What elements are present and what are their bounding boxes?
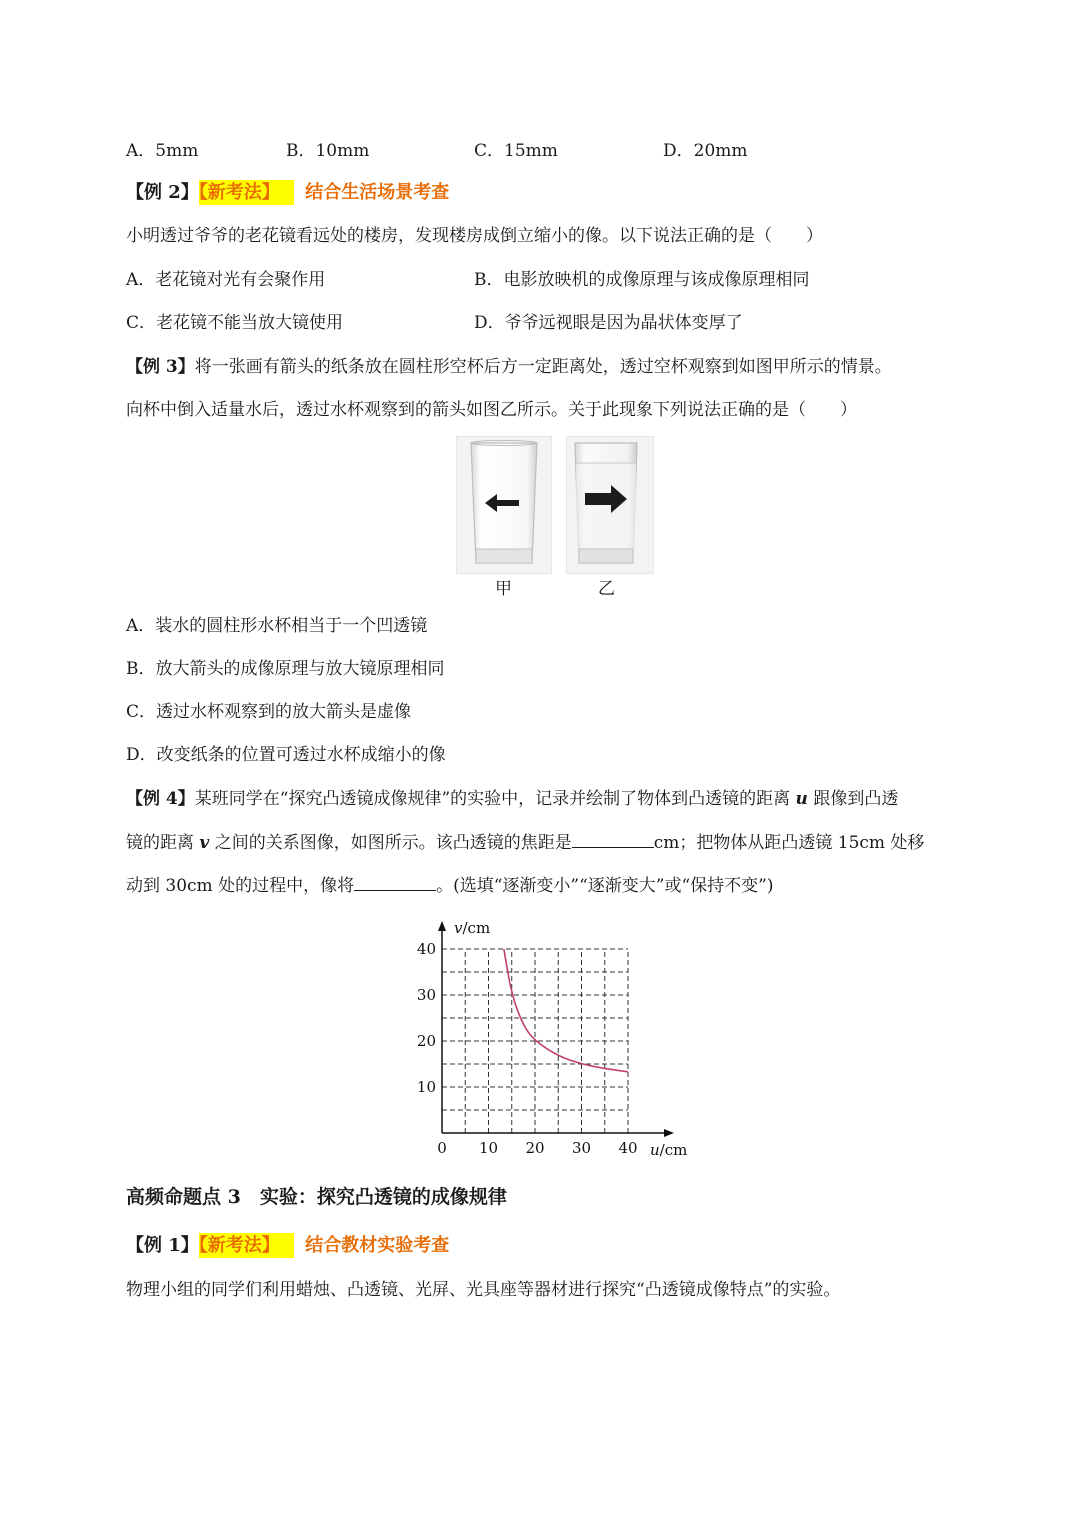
option-a: A．5mm	[126, 141, 199, 161]
option-c: C．老花镜不能当放大镜使用	[126, 313, 344, 333]
example-label: 【例 4】	[126, 789, 195, 809]
y-tick-label: 40	[416, 940, 436, 958]
chart-grid	[442, 949, 628, 1133]
new-method-tag: 【新考法】	[199, 1233, 294, 1258]
x-axis-arrow	[664, 1129, 674, 1137]
x-tick-label: 20	[525, 1139, 545, 1157]
y-axis-label: v/cm	[454, 919, 491, 937]
option-b: B．放大箭头的成像原理与放大镜原理相同	[126, 659, 445, 679]
option-d: D．20mm	[663, 141, 748, 161]
y-tick-label: 20	[416, 1032, 436, 1050]
example-label: 【例 1】	[126, 1235, 199, 1256]
example-topic: 结合生活场景考查	[305, 182, 450, 203]
new-method-tag: 【新考法】	[199, 180, 294, 205]
y-tick-label: 10	[416, 1078, 436, 1096]
chart-axis-labels	[454, 919, 687, 1158]
question-text: 将一张画有箭头的纸条放在圆柱形空杯后方一定距离处，透过空杯观察到如图甲所示的情景。	[194, 357, 892, 377]
x-tick-label: 10	[478, 1139, 499, 1157]
question-text: 之间的关系图像，如图所示。该凸透镜的焦距是	[209, 833, 572, 853]
example-4-line3	[126, 874, 774, 898]
section-title: 高频命题点 3 实验：探究凸透镜的成像规律	[126, 1186, 507, 1208]
example-label: 【例 3】	[126, 357, 195, 377]
answer-blank-image-change[interactable]	[354, 874, 436, 891]
question-text: 镜的距离	[126, 833, 200, 853]
glass-water-image	[566, 436, 654, 574]
question-text: 某班同学在“探究凸透镜成像规律”的实验中，记录并绘制了物体到凸透镜的距离	[194, 789, 796, 809]
glass-empty-image	[456, 436, 552, 574]
y-axis-arrow	[438, 921, 446, 931]
example-3-question-line2: 向杯中倒入适量水后，透过水杯观察到的箭头如图乙所示。关于此现象下列说法正确的是（ ）	[126, 400, 857, 420]
example-4-line1	[126, 787, 898, 811]
var-u: u	[795, 789, 808, 809]
series-line-v-u	[504, 949, 628, 1072]
question-text: 动到 30cm 处的过程中，像将	[126, 876, 355, 896]
example-4-line2	[126, 831, 924, 855]
question-text: cm；把物体从距凸透镜 15cm 处移	[653, 833, 925, 853]
option-c: C．15mm	[474, 141, 558, 161]
v-u-chart	[400, 908, 700, 1158]
x-tick-label: 0	[437, 1139, 447, 1157]
example-topic: 结合教材实验考查	[305, 1235, 450, 1256]
question-text: 。(选填“逐渐变小”“逐渐变大”或“保持不变”)	[436, 876, 774, 896]
option-a: A．装水的圆柱形水杯相当于一个凹透镜	[126, 616, 428, 636]
option-d: D．爷爷远视眼是因为晶状体变厚了	[474, 313, 743, 333]
caption-yi: 乙	[598, 579, 615, 599]
example-label: 【例 2】	[126, 182, 199, 203]
answer-blank-focal-length[interactable]	[572, 831, 654, 848]
caption-jia: 甲	[495, 579, 512, 599]
example-2-heading	[126, 181, 449, 205]
question-text: 跟像到凸透	[807, 789, 899, 809]
section3-example-1-heading	[126, 1234, 449, 1258]
option-d: D．改变纸条的位置可透过水杯成缩小的像	[126, 745, 446, 765]
option-a: A．老花镜对光有会聚作用	[126, 270, 326, 290]
chart-axes	[438, 921, 674, 1137]
option-b: B．10mm	[286, 141, 370, 161]
x-tick-label: 30	[571, 1139, 592, 1157]
y-tick-label: 30	[416, 986, 436, 1004]
x-tick-label: 40	[618, 1139, 638, 1157]
example-3-question-line1	[126, 355, 892, 379]
example-2-question: 小明透过爷爷的老花镜看远处的楼房，发现楼房成倒立缩小的像。以下说法正确的是（ ）	[126, 226, 823, 246]
option-c: C．透过水杯观察到的放大箭头是虚像	[126, 702, 412, 722]
option-b: B．电影放映机的成像原理与该成像原理相同	[474, 270, 810, 290]
section3-question: 物理小组的同学们利用蜡烛、凸透镜、光屏、光具座等器材进行探究“凸透镜成像特点”的实验。	[126, 1280, 841, 1300]
x-axis-label: u/cm	[650, 1141, 688, 1158]
var-v: v	[199, 833, 210, 853]
